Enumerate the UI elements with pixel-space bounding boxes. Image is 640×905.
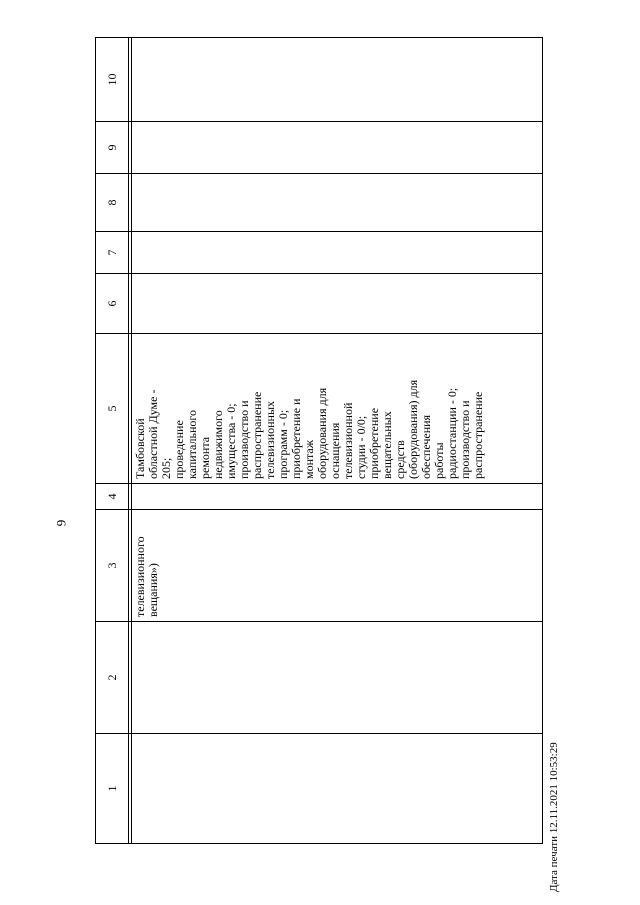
cell-line: имущества - 0; <box>224 403 238 479</box>
column-header: 5 <box>96 334 129 484</box>
cell-line: приобретение <box>367 407 381 479</box>
print-date: Дата печати 12.11.2021 10:53:29 <box>548 742 560 892</box>
column-header: 1 <box>96 734 129 844</box>
column-header: 7 <box>96 232 129 274</box>
cell-line: телевизионной <box>341 402 355 479</box>
cell-line: программ - 0; <box>276 409 290 479</box>
table-cell <box>132 484 543 510</box>
cell-line: распространение <box>471 391 485 479</box>
cell-line: Тамбовской <box>133 418 147 479</box>
header-row <box>96 38 129 844</box>
data-table <box>95 38 541 844</box>
cell-line: оборудования для <box>315 387 329 479</box>
cell-line: производство и <box>237 400 251 479</box>
cell-line: оснащения <box>328 422 342 479</box>
cell-line: работы <box>432 442 446 479</box>
cell-line: радиостанции - 0; <box>445 387 459 479</box>
cell-line: областной Думе - <box>146 389 160 479</box>
cell-line: обеспечения <box>419 414 433 479</box>
cell-line: монтаж <box>302 439 316 479</box>
cell-line: телевизионного <box>133 536 147 617</box>
cell-line: средств <box>393 440 407 479</box>
column-header: 10 <box>96 38 129 122</box>
cell-line: производство и <box>458 400 472 479</box>
cell-line: вещательных <box>380 411 394 479</box>
cell-line: капитального <box>185 410 199 479</box>
cell-line: (оборудования) для <box>406 379 420 479</box>
table-cell <box>132 334 543 484</box>
table-cell <box>132 174 543 232</box>
cell-line: недвижимого <box>211 410 225 479</box>
column-header: 6 <box>96 274 129 334</box>
column-header: 9 <box>96 122 129 174</box>
cell-line: ремонта <box>198 436 212 479</box>
table-row <box>132 38 543 844</box>
table-cell <box>132 232 543 274</box>
table-cell <box>132 734 543 844</box>
cell-line: телевизионных <box>263 400 277 479</box>
table-cell <box>132 622 543 734</box>
table-cell <box>132 122 543 174</box>
cell-line: проведение <box>172 420 186 479</box>
cell-line: студии - 0/0; <box>354 415 368 479</box>
cell-line: 205; <box>159 457 173 479</box>
column-header: 2 <box>96 622 129 734</box>
column-header: 8 <box>96 174 129 232</box>
table-cell <box>132 38 543 122</box>
cell-line: распространение <box>250 391 264 479</box>
column-header: 3 <box>96 510 129 622</box>
table-cell <box>132 510 543 622</box>
cell-line: приобретение и <box>289 398 303 479</box>
column-header: 4 <box>96 484 129 510</box>
page-number: 9 <box>53 519 69 527</box>
table-cell <box>132 274 543 334</box>
cell-line: вещания») <box>146 563 160 617</box>
